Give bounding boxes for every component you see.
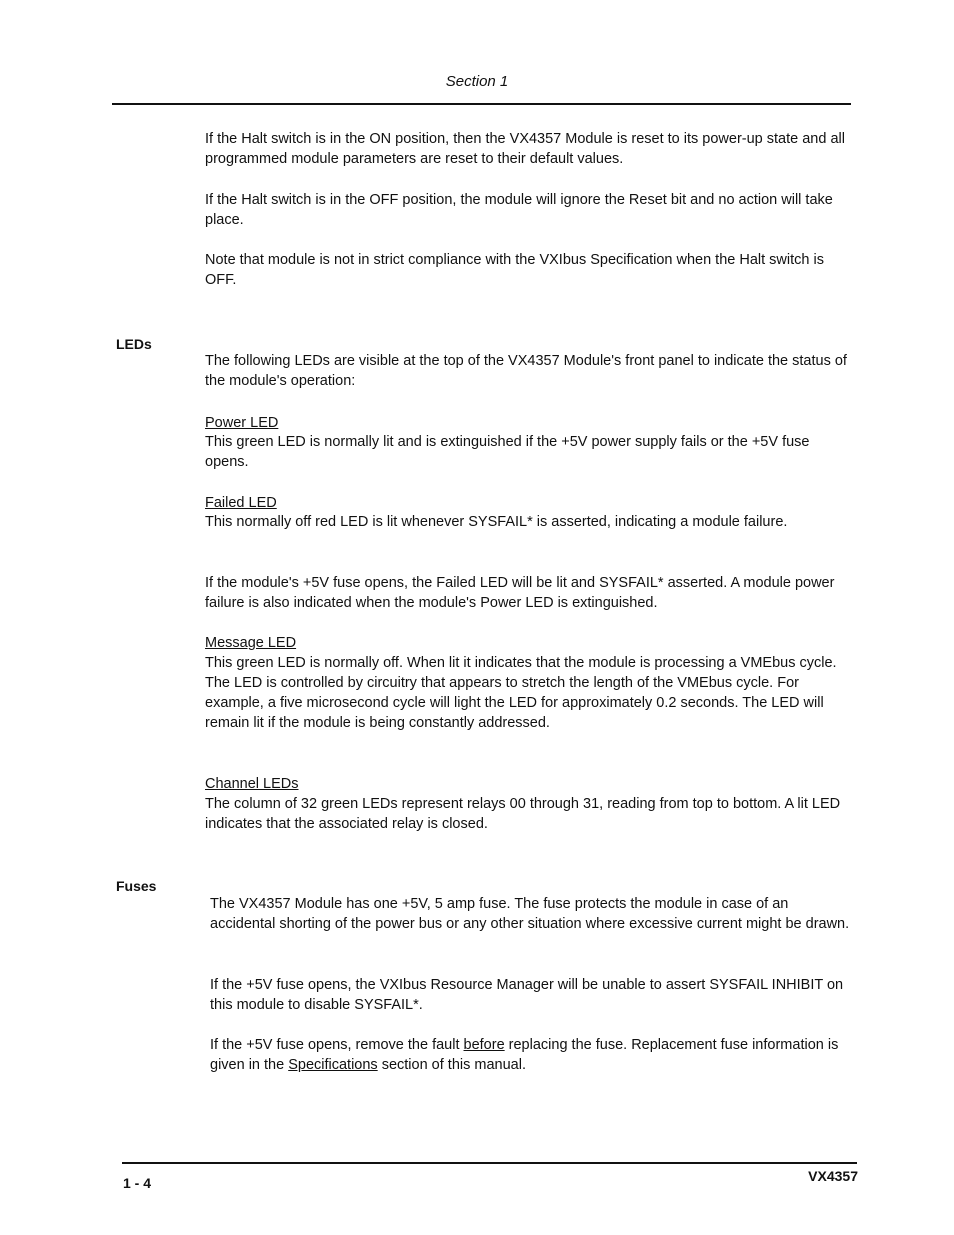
failed-led-text: This normally off red LED is lit whenever SYSFAIL* is asserted, indicating a module failure. (205, 514, 788, 530)
page-number: 1 - 4 (123, 1175, 152, 1191)
section-header: Section 1 (445, 73, 509, 90)
channel-leds-text: The column of 32 green LEDs represent relays 00 through 31, reading from top to bottom. A lit LED indicates that the associated relay is closed. (205, 796, 841, 832)
fuse-description-paragraph: The VX4357 Module has one +5V, 5 amp fuse. The fuse protects the module in case of an accidental shorting of the power bus or any other situation where excessive current might be drawn. (210, 896, 850, 932)
fuse-replacement-paragraph (210, 1035, 855, 1075)
power-led-title: Power LED (205, 415, 279, 431)
compliance-note-paragraph: Note that module is not in strict compliance with the VXIbus Specification when the Halt switch is OFF. (205, 252, 824, 288)
message-led-text: This green LED is normally off. When lit it indicates that the module is processing a VMEbus cycle. The LED is controlled by circuitry that appears to stretch the length of the VMEbus cycle. For example, a five microsecond cycle will light the LED for approximately 0.2 seconds. The LED will remain lit if the module is being constantly addressed. (205, 655, 837, 731)
header-rule (112, 103, 851, 105)
message-led-title: Message LED (205, 635, 297, 651)
fuse-replacement-text-a: If the +5V fuse opens, remove the fault (210, 1037, 464, 1053)
fuse-replacement-text-c: section of this manual. (377, 1057, 526, 1073)
specifications-reference: Specifications (288, 1057, 378, 1073)
leds-intro-paragraph: The following LEDs are visible at the top of the VX4357 Module's front panel to indicate the status of the module's operation: (205, 353, 847, 389)
leds-heading: LEDs (116, 336, 152, 352)
failed-led-fuse-paragraph: If the module's +5V fuse opens, the Failed LED will be lit and SYSFAIL* asserted. A module power failure is also indicated when the module's Power LED is extinguished. (205, 575, 835, 611)
before-emphasis: before (463, 1037, 505, 1053)
halt-off-paragraph: If the Halt switch is in the OFF position, the module will ignore the Reset bit and no action will take place. (205, 192, 833, 228)
footer-rule (122, 1162, 857, 1164)
product-name: VX4357 (808, 1168, 858, 1184)
power-led-text: This green LED is normally lit and is extinguished if the +5V power supply fails or the +5V fuse opens. (205, 434, 810, 470)
channel-leds-title: Channel LEDs (205, 776, 299, 792)
fuse-resource-manager-paragraph: If the +5V fuse opens, the VXIbus Resource Manager will be unable to assert SYSFAIL INHIBIT on this module to disable SYSFAIL*. (210, 977, 844, 1013)
failed-led-title: Failed LED (205, 495, 277, 511)
halt-on-paragraph: If the Halt switch is in the ON position, then the VX4357 Module is reset to its power-up state and all programmed module parameters are reset to their default values. (205, 131, 845, 167)
fuses-heading: Fuses (116, 878, 157, 894)
fuse-replacement-text-b: replacing the fuse. Replacement fuse information is given in the (210, 1037, 839, 1073)
